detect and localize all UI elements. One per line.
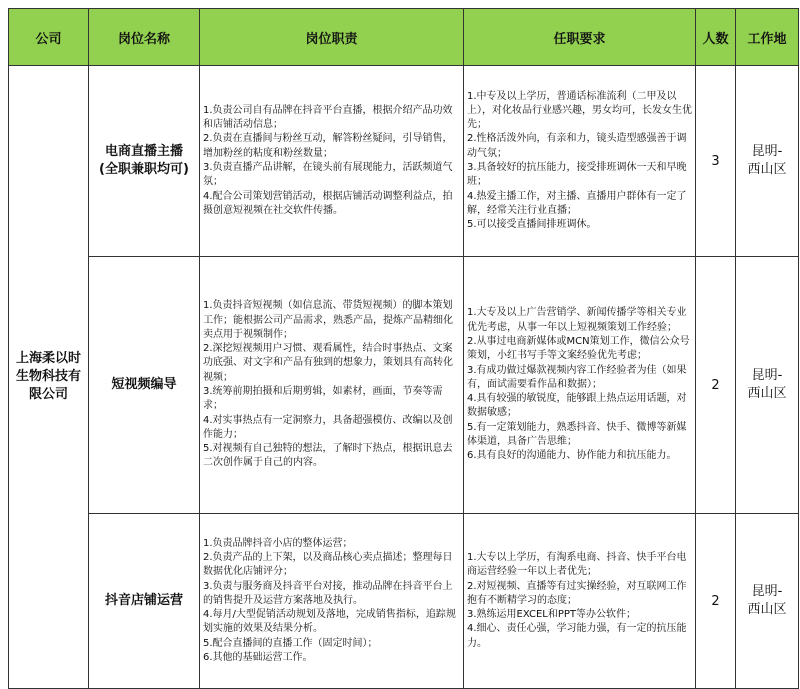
table-row [9, 257, 799, 514]
duties-cell [200, 66, 464, 257]
location-cell [736, 66, 799, 257]
position-name [89, 66, 200, 257]
headcount: 2 [696, 257, 736, 514]
duties-text: 1.负责抖音短视频（如信息流、带货短视频）的脚本策划工作；能根据公司产品需求，熟悉产品，提炼产品精细化卖点用于视频制作； 2.深挖短视频用户习惯、观看属性，结合时事热点、文案功底强、对文字和产品有独到的想象力，策划具有高转化视频； 3.统筹前期拍摄和后期剪辑，如素材，画面，节奏等需求； 4.对实事热点有一定洞察力，具备超强模仿、改编以及创作能力； 5.对视频有自己独特的想法，了解时下热点，根据讯息去二次创作属于自己的内容。 [203, 300, 453, 469]
position-name [89, 514, 200, 689]
position-label: 电商直播主播 (全职兼职均可) [99, 144, 189, 177]
location-cell [736, 257, 799, 514]
position-label: 抖音店铺运营 [104, 593, 183, 608]
header-duties: 岗位职责 [200, 9, 464, 66]
headcount: 2 [696, 514, 736, 689]
duties-cell [200, 514, 464, 689]
duties-text: 1.负责品牌抖音小店的整体运营； 2.负责产品的上下架，以及商品核心卖点描述；整理每日数据优化店铺评分； 3.负责与服务商及抖音平台对接，推动品牌在抖音平台上的销售提升及运营方案落地及执行。 4.每月/大型促销活动规划及落地，完成销售指标，追踪规划实施的效果及结果分析。 5.配合直播间的直播工作（固定时间）； 6.其他的基础运营工作。 [203, 537, 456, 664]
headcount: 3 [696, 66, 736, 257]
requirements-cell [464, 66, 696, 257]
position-name [89, 257, 200, 514]
header-company: 公司 [9, 9, 89, 66]
table-row [9, 66, 799, 257]
requirements-text: 1.中专及以上学历，普通话标准流利（二甲及以上），对化妆品行业感兴趣，男女均可，长发女生优先； 2.性格活泼外向，有亲和力，镜头造型感强善于调动气氛； 3.具备较好的抗压能力，接受排班调休一天和早晚班； 4.热爱主播工作，对主播、直播用户群体有一定了解，经常关注行业直播； 5.可以接受直播间排班调休。 [467, 90, 692, 231]
job-table [8, 8, 799, 689]
header-count: 人数 [696, 9, 736, 66]
table-row [9, 514, 799, 689]
location-text: 昆明- 西山区 [747, 584, 787, 617]
position-label: 短视频编导 [111, 377, 177, 392]
header-row [9, 9, 799, 66]
requirements-cell [464, 514, 696, 689]
location-cell [736, 514, 799, 689]
company-name: 上海柔以时生物科技有限公司 [9, 66, 89, 689]
header-requirements: 任职要求 [464, 9, 696, 66]
requirements-text: 1.大专以上学历，有淘系电商、抖音、快手平台电商运营经验一年以上者优先； 2.对短视频、直播等有过实操经验，对互联网工作抱有不断精学习的态度； 3.熟练运用EXCEL和PPT等办公软件； 4.细心、责任心强，学习能力强，有一定的抗压能力。 [467, 551, 687, 649]
duties-cell [200, 257, 464, 514]
duties-text: 1.负责公司自有品牌在抖音平台直播，根据介绍产品功效和店铺活动信息； 2.负责在直播间与粉丝互动，解答粉丝疑问，引导销售，增加粉丝的粘度和粉丝数量； 3.负责直播产品讲解，在镜头前有展现能力，活跃频道气氛； 4.配合公司策划营销活动，根据店铺活动调整利益点，拍摄创意短视频在社交软件传播。 [203, 104, 453, 216]
requirements-cell [464, 257, 696, 514]
location-text: 昆明- 西山区 [747, 144, 787, 177]
requirements-text: 1.大专及以上广告营销学、新闻传播学等相关专业优先考虑，从事一年以上短视频策划工作经验； 2.从事过电商新媒体或MCN策划工作，微信公众号策划，小红书写手等文案经验优先考虑； 3.有成功做过爆款视频内容工作经验者为佳（如果有，面试需要看作品和数据）； 4.具有较强的敏锐度，能够跟上热点运用话题，对数据敏感； 5.有一定策划能力，熟悉抖音、快手、微博等新媒体渠道，具备广告思维； 6.具有良好的沟通能力、协作能力和抗压能力。 [467, 307, 690, 462]
header-location: 工作地 [736, 9, 799, 66]
header-position: 岗位名称 [89, 9, 200, 66]
location-text: 昆明- 西山区 [747, 368, 787, 401]
